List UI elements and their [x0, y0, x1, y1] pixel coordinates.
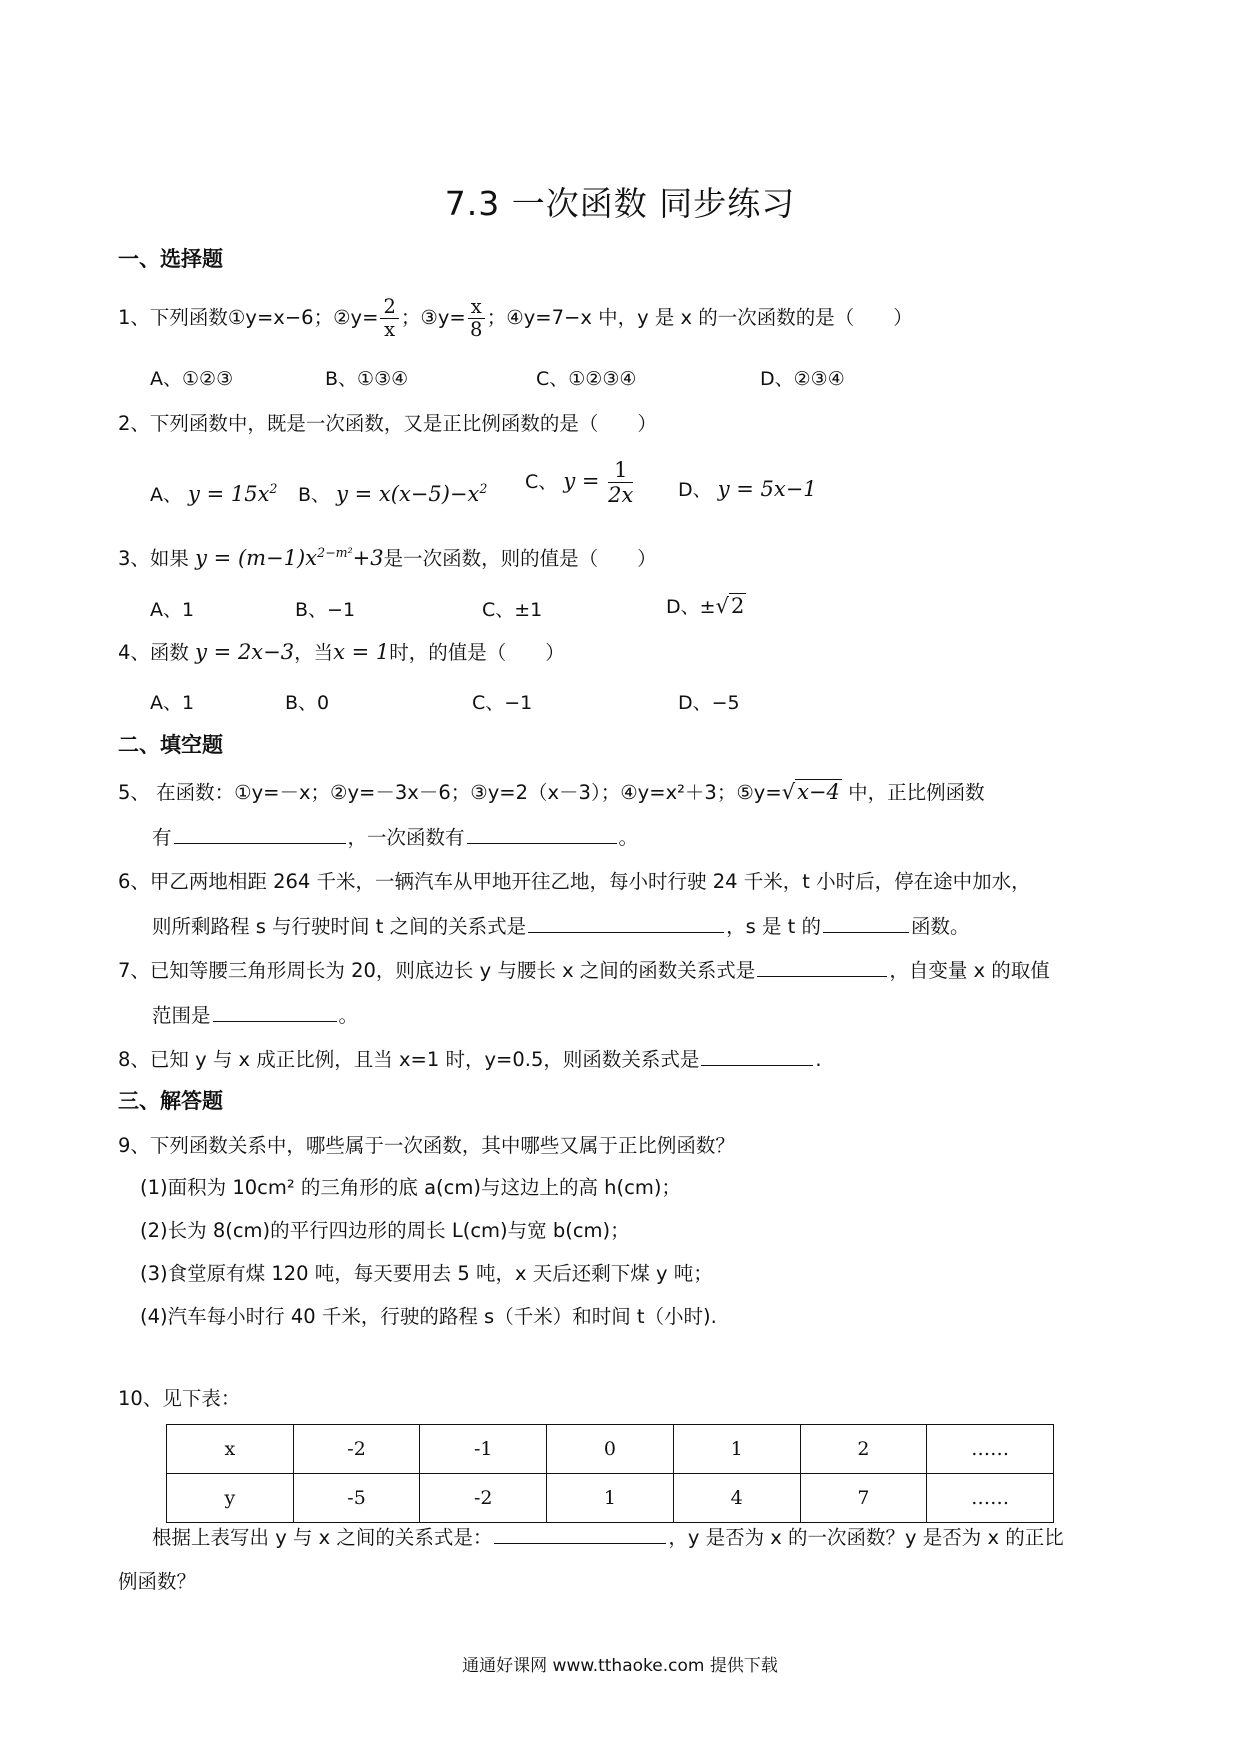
- table-row-y: [167, 1474, 1054, 1523]
- table-row-x: [167, 1425, 1054, 1474]
- question-number: 6、: [118, 870, 150, 893]
- q4-option-a: A、1: [150, 692, 195, 714]
- q2-option-c: y = $\frac{1}{2x}$: [563, 457, 634, 507]
- answer-blank[interactable]: [467, 823, 617, 844]
- question-10-line-2: 例函数？: [118, 1570, 197, 1593]
- section-heading-fill: 二、填空题: [118, 733, 223, 757]
- table-cell: -5: [293, 1474, 420, 1523]
- table-cell: 0: [547, 1425, 674, 1474]
- question-6-line-1: 6、甲乙两地相距 264 千米，一辆汽车从甲地开往乙地，每小时行驶 24 千米，t 小时后，停在途中加水，: [118, 870, 1031, 893]
- q2-option-d-label: D、: [678, 479, 712, 501]
- q4-option-b: B、0: [285, 692, 330, 714]
- table-cell: 1: [673, 1425, 800, 1474]
- question-number: 2、: [118, 412, 150, 435]
- question-2: 2、下列函数中，既是一次函数，又是正比例函数的是（ ）: [118, 412, 657, 435]
- section-heading-choice: 一、选择题: [118, 247, 223, 271]
- q3-expression: $y = (m-1)x^{2-m^2}+3$: [195, 545, 384, 570]
- answer-blank[interactable]: [174, 823, 346, 844]
- answer-blank[interactable]: [823, 912, 909, 933]
- question-7-line-2: 范围是 。: [152, 1000, 358, 1028]
- q2-option-a-label: A、: [150, 484, 182, 506]
- table-cell: -2: [293, 1425, 420, 1474]
- question-6-line-2: 则所剩路程 s 与行驶时间 t 之间的关系式是 ，s 是 t 的 函数。: [152, 911, 970, 939]
- question-1: 1、下列函数①y=x−6；②y= $\frac{2}{x}$ ；③y= $\frac{x}{8}$ ；④y=7−x 中，y 是 x 的一次函数的是（ ）: [118, 294, 913, 341]
- answer-blank[interactable]: [757, 956, 887, 977]
- q9-item-4: (4)汽车每小时行 40 千米，行驶的路程 s（千米）和时间 t（小时).: [140, 1305, 717, 1328]
- question-3: 3、如果 $y = (m-1)x^{2-m^2}+3$是一次函数，则的值是（ ）: [118, 545, 657, 570]
- question-4: 4、函数 y = 2x−3，当x = 1时，的值是（ ）: [118, 640, 565, 664]
- q2-option-b: $y = x(x-5)-x^2$: [336, 481, 488, 506]
- table-cell: -1: [420, 1425, 547, 1474]
- table-cell: -2: [420, 1474, 547, 1523]
- question-number: 4、: [118, 641, 150, 664]
- table-cell: 7: [800, 1474, 927, 1523]
- page-title: 7.3 一次函数 同步练习: [444, 184, 796, 223]
- answer-blank[interactable]: [528, 912, 724, 933]
- q2-options: [150, 462, 277, 522]
- question-number: 5、: [118, 781, 150, 804]
- xy-table: [166, 1424, 1054, 1523]
- q1-option-a: A、①②③: [150, 368, 234, 390]
- question-9: 9、下列函数关系中，哪些属于一次函数，其中哪些又属于正比例函数？: [118, 1134, 735, 1157]
- q1-option-b: B、①③④: [325, 368, 409, 390]
- page-footer: 通通好课网 www.tthaoke.com 提供下载: [462, 1656, 778, 1676]
- q2-option-b-label: B、: [298, 484, 331, 506]
- table-cell: ……: [927, 1425, 1054, 1474]
- table-cell: 4: [673, 1474, 800, 1523]
- q2-option-d: y = 5x−1: [717, 477, 817, 501]
- question-number: 10、: [118, 1387, 163, 1410]
- q3-option-a: A、1: [150, 599, 195, 621]
- q3-option-b: B、−1: [295, 599, 356, 621]
- q9-item-1: (1)面积为 10cm² 的三角形的底 a(cm)与这边上的高 h(cm)；: [140, 1176, 681, 1199]
- table-cell: ……: [927, 1474, 1054, 1523]
- q3-option-c: C、±1: [482, 599, 543, 621]
- answer-blank[interactable]: [701, 1045, 813, 1066]
- question-5-line-1: 5、 在函数：①y=－x；②y=－3x－6；③y=2（x－3）；④y=x²＋3；⑤y=√x−4 中，正比例函数: [118, 780, 985, 804]
- q4-option-c: C、−1: [472, 692, 533, 714]
- sqrt-expression: √x−4: [781, 780, 840, 804]
- q2-option-b-wrap: [298, 462, 487, 522]
- answer-blank[interactable]: [213, 1001, 337, 1022]
- section-heading-solve: 三、解答题: [118, 1089, 223, 1113]
- fraction-2-over-x: $\frac{2}{x}$: [380, 296, 398, 342]
- q2-option-c-wrap: [525, 446, 635, 517]
- table-cell: x: [167, 1425, 294, 1474]
- q1-option-d: D、②③④: [760, 368, 845, 390]
- question-10-line-1: 根据上表写出 y 与 x 之间的关系式是： ，y 是否为 x 的一次函数？y 是否为 x 的正比: [152, 1522, 1064, 1550]
- q3-option-d: D、±√2: [666, 594, 745, 618]
- question-5-line-2: 有 ，一次函数有 。: [152, 822, 638, 850]
- q4-option-d: D、−5: [678, 692, 740, 714]
- sqrt-symbol: √2: [715, 594, 745, 618]
- question-number: 8、: [118, 1048, 150, 1071]
- question-number: 9、: [118, 1134, 150, 1157]
- table-cell: 2: [800, 1425, 927, 1474]
- question-8: 8、已知 y 与 x 成正比例，且当 x=1 时，y=0.5，则函数关系式是 .: [118, 1044, 822, 1072]
- q9-item-3: (3)食堂原有煤 120 吨，每天要用去 5 吨，x 天后还剩下煤 y 吨；: [140, 1262, 713, 1285]
- table-cell: 1: [547, 1474, 674, 1523]
- question-10: 10、见下表：: [118, 1387, 241, 1410]
- fraction-x-over-8: $\frac{x}{8}$: [468, 296, 485, 342]
- q1-option-c: C、①②③④: [536, 368, 637, 390]
- q9-item-2: (2)长为 8(cm)的平行四边形的周长 L(cm)与宽 b(cm)；: [140, 1219, 630, 1242]
- question-number: 7、: [118, 959, 150, 982]
- answer-blank[interactable]: [494, 1523, 666, 1544]
- question-7-line-1: 7、已知等腰三角形周长为 20，则底边长 y 与腰长 x 之间的函数关系式是 ，自变量 x 的取值: [118, 955, 1050, 983]
- question-number: 1、: [118, 306, 150, 329]
- question-number: 3、: [118, 547, 150, 570]
- q2-option-c-label: C、: [525, 471, 558, 493]
- table-cell: y: [167, 1474, 294, 1523]
- q2-option-a: $y = 15x^2$: [188, 481, 278, 506]
- q2-option-d-wrap: [678, 462, 817, 517]
